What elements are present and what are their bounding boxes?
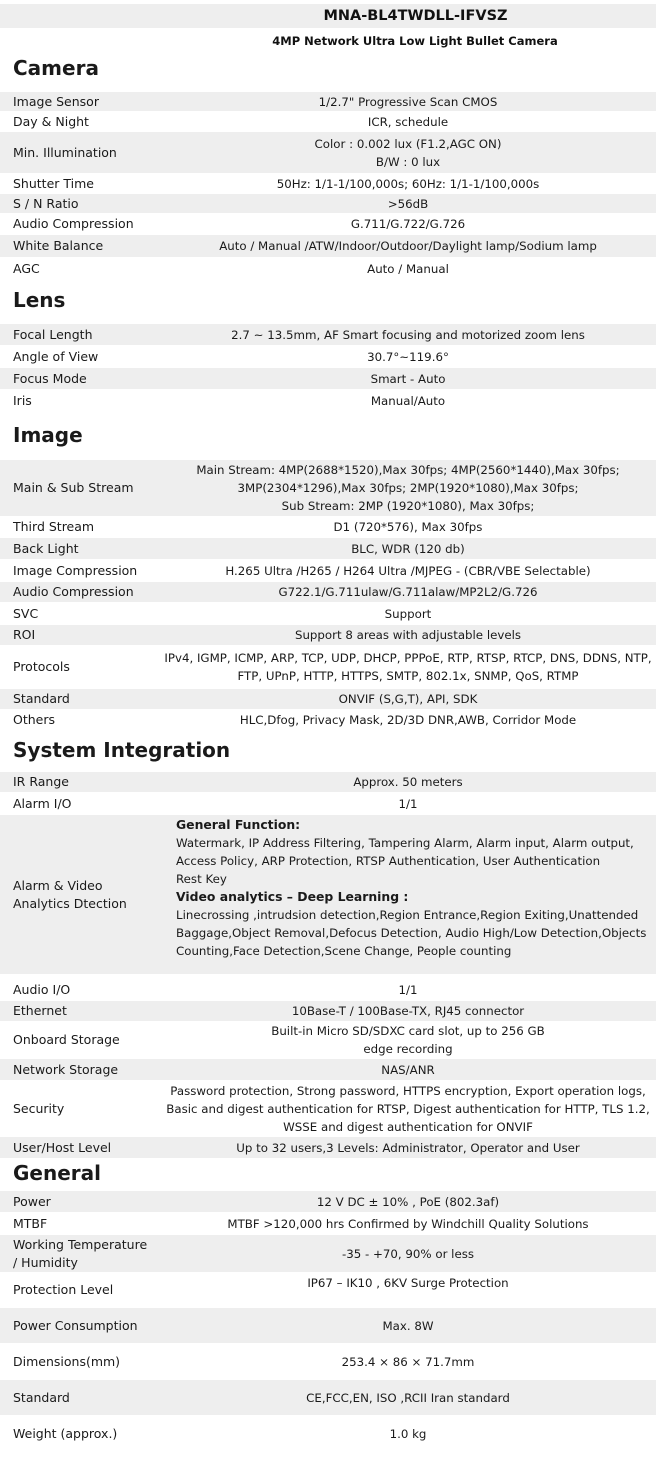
spec-row-working-temperature-humidity (0, 1235, 656, 1273)
spec-label-line: Standard (13, 1389, 70, 1405)
spec-value-line: Sub Stream: 2MP (1920*1080), Max 30fps; (281, 499, 535, 513)
spec-label-line: Protocols (13, 659, 70, 674)
spec-row-onboard-storage (0, 1022, 656, 1059)
spec-label-line: Audio Compression (13, 584, 134, 599)
spec-value-line: Color : 0.002 lux (F1.2,AGC ON) (314, 136, 502, 151)
spec-row-image-compression (0, 560, 656, 582)
spec-value-line: IP67 – IK10 , 6KV Surge Protection (307, 1276, 509, 1290)
spec-value-line: Max. 8W (382, 1318, 434, 1333)
spec-value (172, 1344, 644, 1379)
spec-label (13, 1380, 171, 1415)
spec-label (13, 460, 171, 516)
spec-row-others (0, 710, 656, 731)
spec-label-line: Analytics Dtection (13, 895, 127, 911)
spec-label (13, 1001, 171, 1021)
product-description: 4MP Network Ultra Low Light Bullet Camera (272, 34, 558, 48)
spec-value (172, 1308, 644, 1343)
spec-label-line: Focus Mode (13, 370, 87, 386)
spec-label-line: User/Host Level (13, 1139, 112, 1155)
spec-row-white-balance (0, 235, 656, 258)
spec-label (13, 346, 171, 367)
spec-label (13, 1213, 171, 1234)
spec-value-line: ICR, schedule (367, 114, 449, 129)
spec-label-line: Back Light (13, 540, 79, 556)
spec-value (172, 1213, 644, 1234)
spec-label-line: Shutter Time (13, 175, 94, 191)
spec-label-line: IR Range (13, 774, 69, 789)
spec-value-line: -35 - +70, 90% or less (341, 1246, 475, 1261)
spec-label (13, 1344, 171, 1379)
spec-label (13, 979, 171, 1000)
spec-row-power (0, 1191, 656, 1213)
spec-value-line: CE,FCC,EN, ISO ,RCII Iran standard (306, 1390, 510, 1405)
spec-value-heading: Video analytics – Deep Learning : (176, 889, 409, 904)
spec-label (13, 625, 171, 645)
spec-row-audio-compression (0, 582, 656, 603)
spec-label-line: Min. Illumination (13, 144, 117, 160)
spec-label (13, 603, 171, 624)
model-number: MNA-BL4TWDLL-IFVSZ (0, 4, 656, 28)
spec-label (13, 258, 171, 279)
spec-row-shutter-time (0, 174, 656, 194)
spec-value-line: 2.7 ~ 13.5mm, AF Smart focusing and motorized zoom lens (231, 327, 585, 342)
section-title-lens: Lens (13, 288, 66, 312)
spec-label-line: White Balance (13, 238, 104, 253)
spec-label-line: Ethernet (13, 1003, 67, 1018)
spec-value-line: Main Stream: 4MP(2688*1520),Max 30fps; 4MP(2560*1440),Max 30fps; (196, 463, 620, 477)
spec-row-dimensions-mm (0, 1344, 656, 1380)
spec-row-angle-of-view (0, 346, 656, 368)
spec-label-line: Alarm & Video (13, 877, 103, 893)
spec-value (172, 194, 644, 213)
spec-row-svc (0, 603, 656, 625)
spec-label (13, 815, 171, 974)
spec-value-line: 12 V DC ± 10% , PoE (802.3af) (316, 1194, 500, 1209)
spec-label (13, 1308, 171, 1343)
spec-value (172, 560, 644, 581)
spec-row-s-n-ratio (0, 194, 656, 214)
spec-label (13, 710, 171, 730)
spec-value (172, 979, 644, 1000)
spec-value-line: >56dB (387, 196, 429, 211)
spec-value-heading: General Function: (176, 817, 301, 832)
spec-value (172, 710, 644, 730)
spec-label (13, 194, 171, 213)
spec-label (13, 390, 171, 411)
spec-label (13, 174, 171, 193)
spec-value-line: Approx. 50 meters (353, 775, 463, 789)
spec-value-line: G722.1/G.711ulaw/G.711alaw/MP2L2/G.726 (278, 585, 538, 599)
section-title-camera: Camera (13, 56, 99, 80)
spec-label-line: Standard (13, 691, 70, 706)
spec-row-mtbf (0, 1213, 656, 1235)
spec-label (13, 1081, 171, 1136)
spec-label (13, 214, 171, 233)
spec-label (13, 646, 171, 688)
spec-value (172, 324, 644, 345)
spec-value (172, 582, 644, 602)
spec-row-iris (0, 390, 656, 412)
spec-row-power-consumption (0, 1308, 656, 1344)
spec-label-line: SVC (13, 605, 39, 621)
spec-value (172, 517, 644, 537)
spec-label (13, 1416, 171, 1451)
spec-value-line: Baggage,Object Removal,Defocus Detection, Audio High/Low Detection,Objects (176, 926, 647, 940)
spec-value (172, 258, 644, 279)
spec-value-line: WSSE and digest authentication for ONVIF (283, 1119, 533, 1134)
spec-label-line: Focal Length (13, 326, 93, 342)
spec-value-line: Basic and digest authentication for RTSP, Digest authentication for HTTP, TLS 1.2, (166, 1101, 650, 1116)
spec-label-line: Iris (13, 392, 32, 408)
spec-label-line: Onboard Storage (13, 1032, 120, 1047)
spec-value-line: IPv4, IGMP, ICMP, ARP, TCP, UDP, DHCP, PPPoE, RTP, RTSP, RTCP, DNS, DDNS, NTP, (164, 651, 652, 665)
spec-value (164, 646, 652, 688)
section-title-general: General (13, 1161, 101, 1185)
spec-label (13, 324, 171, 345)
spec-value-line: Up to 32 users,3 Levels: Administrator, Operator and User (236, 1140, 580, 1155)
spec-value (172, 1059, 644, 1080)
spec-row-protection-level (0, 1273, 656, 1308)
spec-value-line: Manual/Auto (370, 393, 446, 408)
spec-label-line: Angle of View (13, 348, 99, 364)
spec-row-standard (0, 1380, 656, 1416)
spec-label (13, 1022, 171, 1058)
spec-value-line: HLC,Dfog, Privacy Mask, 2D/3D DNR,AWB, Corridor Mode (239, 713, 577, 727)
spec-label-line: Network Storage (13, 1061, 119, 1077)
spec-value (172, 460, 644, 516)
spec-label (13, 1235, 171, 1272)
spec-value (172, 1235, 644, 1272)
spec-value (172, 1380, 644, 1415)
spec-row-ir-range (0, 772, 656, 793)
spec-value (166, 1081, 650, 1136)
spec-value-line: Linecrossing ,intrudsion detection,Region Entrance,Region Exiting,Unattended (176, 908, 639, 922)
spec-value-line: Support (384, 606, 432, 621)
spec-value-line: ONVIF (S,G,T), API, SDK (338, 692, 478, 706)
spec-label-line: Image Sensor (13, 93, 99, 109)
spec-value (172, 603, 644, 624)
spec-row-min-illumination (0, 132, 656, 174)
spec-value-line: Support 8 areas with adjustable levels (294, 628, 522, 642)
spec-row-audio-i-o (0, 979, 656, 1001)
spec-label (13, 517, 171, 537)
spec-value (172, 1416, 644, 1451)
spec-value-line: Access Policy, ARP Protection, RTSP Authentication, User Authentication (176, 854, 601, 868)
section-title-system-integration: System Integration (13, 738, 231, 762)
spec-row-third-stream (0, 517, 656, 538)
spec-row-ethernet (0, 1001, 656, 1022)
spec-label-line: Third Stream (13, 519, 95, 534)
spec-row-back-light (0, 538, 656, 560)
spec-value-line: B/W : 0 lux (375, 154, 441, 169)
spec-label-line: Image Compression (13, 562, 138, 578)
spec-row-alarm-video-analytics-dtection (0, 815, 656, 975)
spec-value-line: Password protection, Strong password, HTTPS encryption, Export operation logs, (170, 1083, 646, 1098)
spec-label-line: Power (13, 1193, 51, 1209)
spec-value-line: 1/1 (398, 982, 418, 997)
spec-label (13, 1137, 171, 1158)
spec-value (172, 1273, 644, 1307)
spec-value (172, 92, 644, 111)
spec-value-line: Rest Key (176, 872, 227, 886)
spec-label (13, 112, 171, 131)
spec-label-line: Security (13, 1100, 65, 1116)
spec-value-line: 1/2.7" Progressive Scan CMOS (318, 94, 498, 109)
spec-label-line: Main & Sub Stream (13, 480, 134, 495)
spec-value-line: D1 (720*576), Max 30fps (333, 520, 483, 534)
spec-row-day-night (0, 112, 656, 132)
spec-value (172, 346, 644, 367)
spec-value-line: Auto / Manual (367, 261, 449, 276)
spec-label (13, 235, 171, 257)
spec-row-agc (0, 258, 656, 280)
spec-label-line: Dimensions(mm) (13, 1353, 121, 1369)
spec-value (172, 368, 644, 389)
spec-label-line: Day & Night (13, 113, 89, 129)
spec-value-line: G.711/G.722/G.726 (350, 216, 466, 231)
spec-row-security (0, 1081, 656, 1137)
spec-label-line: Protection Level (13, 1282, 114, 1297)
spec-value-line: FTP, UPnP, HTTP, HTTPS, SMTP, 802.1x, SNMP, QoS, RTMP (237, 669, 579, 683)
spec-label-line: Alarm I/O (13, 795, 72, 811)
spec-value-line: H.265 Ultra /H265 / H264 Ultra /MJPEG - (CBR/VBE Selectable) (225, 563, 591, 578)
spec-label-line: Weight (approx.) (13, 1425, 118, 1441)
spec-value (172, 132, 644, 173)
spec-value (172, 1001, 644, 1021)
spec-label (13, 92, 171, 111)
spec-value-line: Watermark, IP Address Filtering, Tampering Alarm, Alarm input, Alarm output, (176, 836, 634, 850)
spec-row-standard (0, 689, 656, 710)
spec-label (13, 368, 171, 389)
spec-value-line: 253.4 × 86 × 71.7mm (341, 1354, 475, 1369)
spec-row-network-storage (0, 1059, 656, 1081)
section-title-image: Image (13, 423, 83, 447)
spec-label-line: Others (13, 712, 56, 727)
spec-row-weight-approx (0, 1416, 656, 1452)
spec-label-line: Working Temperature (13, 1236, 148, 1252)
spec-label (13, 1273, 171, 1307)
spec-value-line: MTBF >120,000 hrs Confirmed by Windchill Quality Solutions (227, 1216, 589, 1231)
spec-value (172, 390, 644, 411)
spec-label-line: ROI (13, 627, 36, 642)
spec-value (172, 1022, 644, 1058)
spec-value-line: edge recording (363, 1042, 453, 1056)
spec-value-line: 1.0 kg (389, 1426, 427, 1441)
spec-label (13, 1059, 171, 1080)
spec-row-alarm-i-o (0, 793, 656, 815)
spec-value-line: Smart - Auto (370, 371, 446, 386)
spec-label (13, 132, 171, 173)
spec-value (172, 625, 644, 645)
spec-value (172, 1191, 644, 1212)
spec-row-protocols (0, 646, 656, 689)
spec-label-line: / Humidity (13, 1254, 78, 1270)
spec-value (172, 174, 644, 193)
spec-value (172, 689, 644, 709)
spec-value (172, 235, 644, 257)
spec-label-line: Power Consumption (13, 1317, 138, 1333)
spec-value-line: Counting,Face Detection,Scene Change, People counting (176, 944, 512, 958)
spec-row-user-host-level (0, 1137, 656, 1159)
spec-value-line: 30.7°~119.6° (367, 349, 449, 364)
spec-value-line: BLC, WDR (120 db) (351, 541, 465, 556)
spec-value (172, 793, 644, 814)
spec-label (13, 582, 171, 602)
spec-value-line: NAS/ANR (381, 1062, 435, 1077)
spec-label (13, 689, 171, 709)
spec-value-line: Auto / Manual /ATW/Indoor/Outdoor/Daylight lamp/Sodium lamp (219, 239, 597, 253)
spec-row-audio-compression (0, 214, 656, 234)
spec-value (172, 772, 644, 792)
spec-label-line: Audio I/O (13, 981, 71, 997)
spec-row-image-sensor (0, 92, 656, 112)
spec-value-line: 10Base-T / 100Base-TX, RJ45 connector (291, 1004, 525, 1018)
spec-row-focal-length (0, 324, 656, 346)
spec-row-main-sub-stream (0, 460, 656, 517)
spec-value (172, 112, 644, 131)
spec-value-line: 3MP(2304*1296),Max 30fps; 2MP(1920*1080),Max 30fps; (237, 481, 579, 495)
spec-label (13, 793, 171, 814)
spec-value (176, 815, 647, 974)
spec-row-focus-mode (0, 368, 656, 390)
spec-label-line: MTBF (13, 1215, 48, 1231)
spec-row-roi (0, 625, 656, 646)
spec-label-line: Audio Compression (13, 215, 134, 231)
spec-value (172, 214, 644, 233)
spec-value-line: 1/1 (398, 796, 418, 811)
spec-label (13, 772, 171, 792)
spec-label (13, 538, 171, 559)
spec-value-line: Built-in Micro SD/SDXC card slot, up to 256 GB (271, 1024, 545, 1038)
spec-label (13, 1191, 171, 1212)
spec-label-line: AGC (13, 260, 40, 276)
spec-value-line: 50Hz: 1/1-1/100,000s; 60Hz: 1/1-1/100,000s (276, 176, 540, 191)
spec-label (13, 560, 171, 581)
spec-value (172, 538, 644, 559)
spec-label-line: S / N Ratio (13, 195, 79, 211)
spec-value (172, 1137, 644, 1158)
